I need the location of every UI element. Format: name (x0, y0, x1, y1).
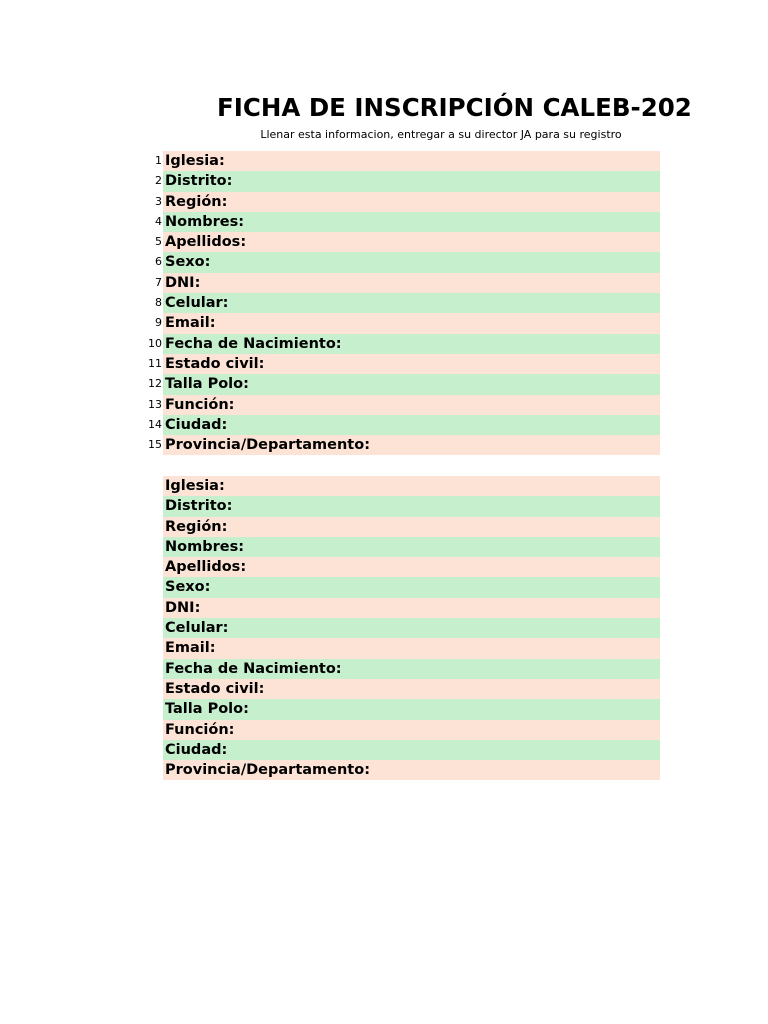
row-number: 8 (155, 296, 162, 310)
field-provincia-departamento[interactable]: Provincia/Departamento: (163, 760, 660, 780)
field-nombres[interactable]: Nombres: (163, 537, 660, 557)
form-row (140, 659, 660, 679)
row-number: 14 (148, 417, 162, 431)
field-talla-polo[interactable]: Talla Polo: (163, 699, 660, 719)
form-row (140, 334, 660, 354)
form-row (140, 720, 660, 740)
registration-form-1 (140, 151, 660, 455)
row-number: 5 (155, 235, 162, 249)
row-number: 10 (148, 336, 162, 350)
form-row (140, 435, 660, 455)
form-row (140, 537, 660, 557)
field-talla-polo[interactable]: Talla Polo: (163, 374, 660, 394)
form-row (140, 760, 660, 780)
form-row (140, 273, 660, 293)
form-row (140, 212, 660, 232)
row-number: 7 (155, 275, 162, 289)
field-estado-civil[interactable]: Estado civil: (163, 679, 660, 699)
field-region[interactable]: Región: (163, 517, 660, 537)
form-row (140, 374, 660, 394)
form-row (140, 192, 660, 212)
form-row (140, 395, 660, 415)
form-row (140, 577, 660, 597)
field-celular[interactable]: Celular: (163, 618, 660, 638)
row-number: 4 (155, 214, 162, 228)
field-funcion[interactable]: Función: (163, 720, 660, 740)
field-nombres[interactable]: Nombres: (163, 212, 660, 232)
row-number: 13 (148, 397, 162, 411)
field-estado-civil[interactable]: Estado civil: (163, 354, 660, 374)
field-distrito[interactable]: Distrito: (163, 496, 660, 516)
page-subtitle: Llenar esta informacion, entregar a su director JA para su registro (260, 128, 622, 141)
field-ciudad[interactable]: Ciudad: (163, 740, 660, 760)
field-dni[interactable]: DNI: (163, 273, 660, 293)
form-row (140, 313, 660, 333)
row-number: 1 (155, 154, 162, 167)
form-row (140, 679, 660, 699)
field-provincia-departamento[interactable]: Provincia/Departamento: (163, 435, 660, 455)
registration-form-2 (140, 476, 660, 780)
page-title: FICHA DE INSCRIPCIÓN CALEB-202 (217, 93, 692, 122)
form-row (140, 598, 660, 618)
form-row (140, 557, 660, 577)
row-number: 11 (148, 356, 162, 370)
form-row (140, 496, 660, 516)
field-dni[interactable]: DNI: (163, 598, 660, 618)
field-fecha-nacimiento[interactable]: Fecha de Nacimiento: (163, 659, 660, 679)
field-email[interactable]: Email: (163, 638, 660, 658)
row-number: 2 (155, 174, 162, 188)
form-row (140, 699, 660, 719)
field-apellidos[interactable]: Apellidos: (163, 232, 660, 252)
form-row (140, 151, 660, 171)
row-number: 3 (155, 194, 162, 208)
form-row (140, 740, 660, 760)
form-row (140, 415, 660, 435)
field-sexo[interactable]: Sexo: (163, 252, 660, 272)
field-distrito[interactable]: Distrito: (163, 171, 660, 191)
field-sexo[interactable]: Sexo: (163, 577, 660, 597)
row-number: 12 (148, 377, 162, 391)
form-row (140, 354, 660, 374)
field-funcion[interactable]: Función: (163, 395, 660, 415)
form-row (140, 618, 660, 638)
form-row (140, 517, 660, 537)
field-celular[interactable]: Celular: (163, 293, 660, 313)
form-row (140, 252, 660, 272)
form-row (140, 171, 660, 191)
form-row (140, 232, 660, 252)
form-row (140, 293, 660, 313)
field-region[interactable]: Región: (163, 192, 660, 212)
field-iglesia[interactable]: Iglesia: (163, 151, 660, 171)
row-number: 9 (155, 316, 162, 330)
row-number: 15 (148, 438, 162, 452)
row-number: 6 (155, 255, 162, 269)
field-fecha-nacimiento[interactable]: Fecha de Nacimiento: (163, 334, 660, 354)
field-email[interactable]: Email: (163, 313, 660, 333)
field-ciudad[interactable]: Ciudad: (163, 415, 660, 435)
form-row (140, 638, 660, 658)
field-iglesia[interactable]: Iglesia: (163, 476, 660, 496)
field-apellidos[interactable]: Apellidos: (163, 557, 660, 577)
form-row (140, 476, 660, 496)
